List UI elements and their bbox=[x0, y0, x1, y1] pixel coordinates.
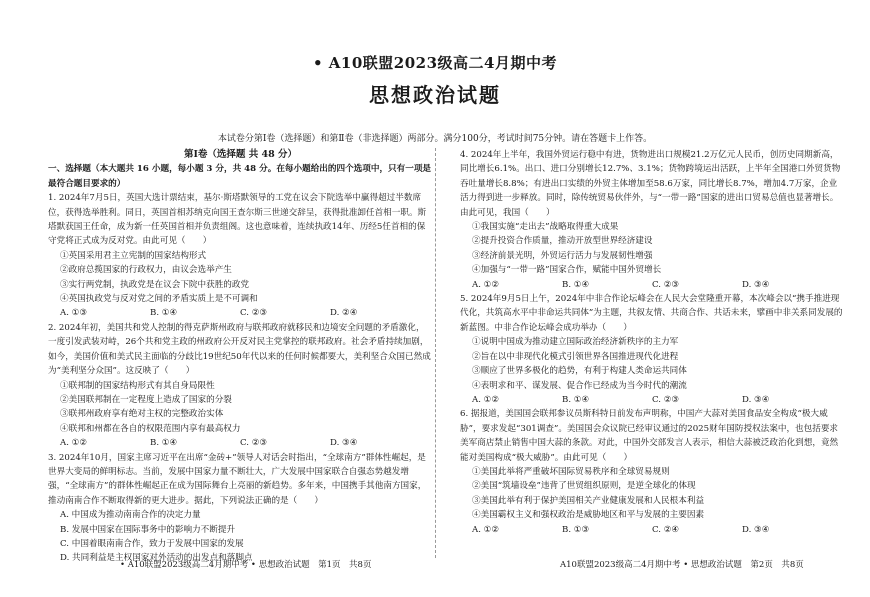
question-option: A. 中国成为推动南南合作的决定力量 bbox=[60, 510, 201, 521]
question-option: ④英国执政党与反对党之间的矛盾实质上是不可调和 bbox=[60, 294, 258, 305]
answer-choice: B. ①④ bbox=[150, 308, 178, 319]
answer-choices bbox=[48, 436, 433, 450]
question-option: ①英国采用君主立宪制的国家结构形式 bbox=[60, 250, 207, 261]
answer-choice: C. ②③ bbox=[652, 279, 680, 290]
answer-choice: C. ②③ bbox=[652, 394, 680, 405]
answer-choice: A. ①③ bbox=[60, 308, 88, 319]
exam-header bbox=[0, 52, 870, 108]
question-option: ③联邦州政府享有绝对主权的完整政治实体 bbox=[60, 409, 224, 420]
question-option: ④表明求和平、谋发展、促合作已经成为当今时代的潮流 bbox=[472, 380, 687, 391]
exam-notice: 本试卷分第Ⅰ卷（选择题）和第Ⅱ卷（非选择题）两部分。满分100分，考试时间75分钟。请在答题卡上作答。 bbox=[217, 134, 653, 144]
answer-choice: D. ③④ bbox=[742, 394, 770, 405]
answer-choices bbox=[460, 278, 845, 292]
question-option: B. 发展中国家在国际事务中的影响力不断提升 bbox=[60, 524, 236, 535]
question-option: ①联邦制的国家结构形式有其自身局限性 bbox=[60, 380, 215, 391]
question-stem: 1. 2024年7月5日，英国大选计票结束，基尔·斯塔默领导的工党在议会下院选举中赢得超过半数席位，获得选举胜利。同日，英国首相苏纳克向国王查尔斯三世递交辞呈，获得批准卸任首相一职。斯塔默获国王任命，成为新一任英国首相并负责组阁。这也意味着，连续执政14年、历经5任首相的保守党将正式成为反对党。由此可见（ ） bbox=[48, 193, 427, 247]
question-option: ②美国联邦制在一定程度上造成了国家的分裂 bbox=[60, 394, 232, 405]
question-stem: 3. 2024年10月，国家主席习近平在出席“金砖+”领导人对话会时指出，“全球南方”群体性崛起，是世界大变局的鲜明标志。当前，发展中国家力量不断壮大，广大发展中国家联合自强态势越发增强，“全球南方”的群体性崛起正在成为国际舞台上亮丽的新趋势。多年来，中国携手其他南方国家，推动南南合作不断取得新的更大进步。据此，下列说法正确的是（ ） bbox=[48, 452, 427, 506]
question-option: ②提升投资合作质量，推动开放型世界经济建设 bbox=[472, 236, 653, 247]
answer-choice: D. ③④ bbox=[330, 438, 358, 449]
answer-choice: C. ②④ bbox=[652, 524, 680, 535]
left-column bbox=[48, 148, 433, 566]
section-heading: 一、选择题（本大题共 16 小题，每小题 3 分，共 48 分。在每小题给出的四个选项中，只有一项是最符合题目要求的） bbox=[48, 164, 432, 189]
footer-page-1: • A10联盟2023级高二4月期中考 • 思想政治试题 第1页 共8页 bbox=[120, 560, 372, 570]
answer-choice: A. ①② bbox=[472, 394, 500, 405]
question-option: ④加强与“一带一路”国家合作，赋能中国外贸增长 bbox=[472, 265, 662, 276]
question-option: ④美国霸权主义和强权政治是威胁地区和平与发展的主要因素 bbox=[472, 510, 705, 521]
question-option: ③实行两党制，执政党是在议会下院中获胜的政党 bbox=[60, 279, 250, 290]
column-divider bbox=[435, 148, 436, 558]
question-option: ①说明中国成为推动建立国际政治经济新秩序的主力军 bbox=[472, 337, 679, 348]
answer-choice: C. ②③ bbox=[240, 308, 268, 319]
part-title: 第Ⅰ卷（选择题 共 48 分） bbox=[183, 149, 298, 160]
answer-choices bbox=[460, 523, 845, 537]
question-option: ①美国此举将严重破坏国际贸易秩序和全球贸易规则 bbox=[472, 466, 670, 477]
left-question-list bbox=[48, 191, 433, 566]
question-option: ③顺应了世界多极化的趋势，有利于构建人类命运共同体 bbox=[472, 366, 687, 377]
answer-choice: D. ③④ bbox=[742, 524, 770, 535]
question-option: C. 中国着眼南南合作，致力于发展中国家的发展 bbox=[60, 538, 244, 549]
footer-page-2: A10联盟2023级高二4月期中考 • 思想政治试题 第2页 共8页 bbox=[560, 560, 804, 570]
question-stem: 2. 2024年初，美国共和党人控制的得克萨斯州政府与联邦政府就移民和边境安全问题的矛盾激化，一度引发武装对峙，26个共和党主政的州政府公开反对民主党掌控的联邦政府。社会矛盾持续加剧，如今，美国价值和美式民主面临的分歧比19世纪50年代以来的任何时候都要大，美利坚合众国已然成为“美利坚分众国”。这反映了（ ） bbox=[48, 322, 431, 377]
answer-choice: B. ①④ bbox=[562, 394, 590, 405]
answer-choice: D. ③④ bbox=[742, 279, 770, 290]
answer-choices bbox=[460, 393, 845, 407]
answer-choice: A. ①② bbox=[472, 524, 500, 535]
question-option: D. 共同利益是主权国家对外活动的出发点和落脚点 bbox=[60, 553, 253, 564]
answer-choice: A. ①② bbox=[60, 438, 88, 449]
question-stem: 4. 2024年上半年，我国外贸运行稳中有进，货物进出口规模21.2万亿元人民币，创历史同期新高，同比增长6.1%。出口、进口分别增长12.7%、3.1%；货物跨境运出活跃，上半年全国港口外贸货物吞吐量增长8.8%；有进出口实绩的外贸主体增加至58.6万家，同比增长8.7%，增加4.7万家，企业活力得到进一步释放。同时，除传统贸易伙伴外，与“一带一路”国家的进出口贸易总值也显著增长。由此可见，我国（ ） bbox=[460, 150, 841, 218]
subject-title: 思想政治试题 bbox=[369, 83, 501, 107]
question-stem: 5. 2024年9月5日上午，2024年中非合作论坛峰会在人民大会堂隆重开幕，本次峰会以“携手推进现代化，共筑高水平中非命运共同体”为主题，共叙友情、共商合作、共话未来，擘画中非关系同发展的新蓝图。中非合作论坛峰会成功举办（ ） bbox=[460, 294, 843, 333]
question-option: ②旨在以中非现代化模式引领世界各国推进现代化进程 bbox=[472, 351, 679, 362]
question-option: ③经济前景光明，外贸运行活力与发展韧性增强 bbox=[472, 250, 653, 261]
answer-choice: B. ①④ bbox=[562, 279, 590, 290]
question-option: ②政府总揽国家的行政权力，由议会选举产生 bbox=[60, 265, 232, 276]
answer-choice: B. ①③ bbox=[562, 524, 590, 535]
answer-choice: B. ①④ bbox=[150, 438, 178, 449]
answer-choice: A. ①② bbox=[472, 279, 500, 290]
answer-choice: D. ②④ bbox=[330, 308, 358, 319]
exam-title: • A10联盟2023级高二4月期中考 bbox=[312, 54, 557, 72]
answer-choices bbox=[48, 306, 433, 320]
question-option: ③美国此举有利于保护美国相关产业健康发展和人民根本利益 bbox=[472, 495, 705, 506]
question-stem: 6. 据报道，美国国会联邦参议员斯科特日前发布声明称，中国产大蒜对美国食品安全构成“极大威胁”，要求发起“301调查”。美国国会众议院已经审议通过的2025财年国防授权法案中，也包括要求美军商店禁止销售中国大蒜的条款。对此，中国外交部发言人表示，相信大蒜被泛政治化到想，竟然能对美国构成“极大威胁”。由此可见（ ） bbox=[460, 409, 839, 463]
question-option: ①我国实施“走出去”战略取得重大成果 bbox=[472, 222, 619, 233]
answer-choice: C. ②③ bbox=[240, 438, 268, 449]
question-option: ②美国“筑墙设垒”违背了世贸组织原则，是逆全球化的体现 bbox=[472, 481, 696, 492]
right-column bbox=[460, 148, 845, 537]
question-option: ④联邦和州都在各自的权限范围内享有最高权力 bbox=[60, 423, 241, 434]
right-question-list bbox=[460, 148, 845, 537]
